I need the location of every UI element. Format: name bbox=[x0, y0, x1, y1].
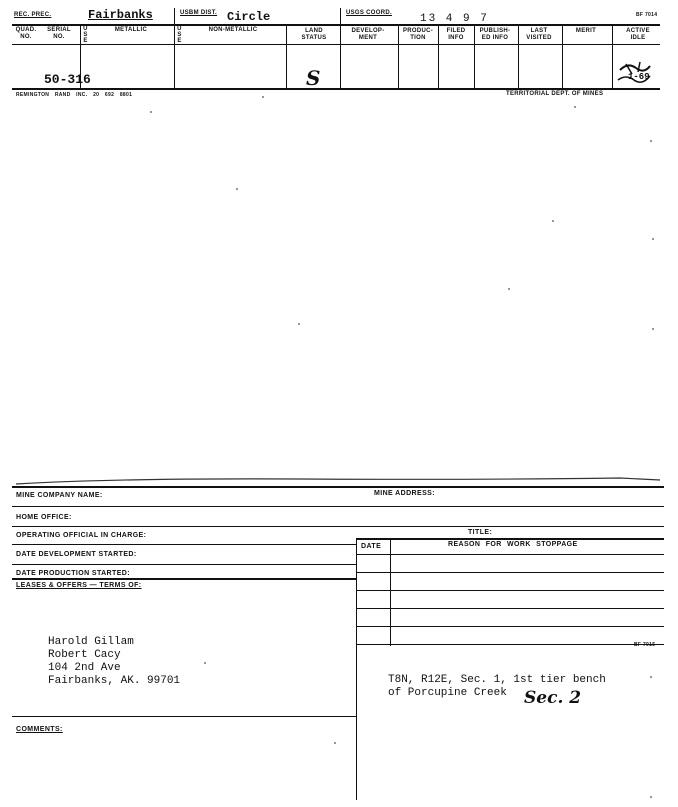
speck bbox=[650, 796, 652, 798]
location-line: T8N, R12E, Sec. 1, 1st tier bench bbox=[388, 674, 606, 686]
mine-address-label: MINE ADDRESS: bbox=[374, 490, 435, 497]
leases-label: LEASES & OFFERS — TERMS OF: bbox=[16, 582, 142, 589]
operating-official-label: OPERATING OFFICIAL IN CHARGE: bbox=[16, 532, 147, 539]
speck bbox=[262, 96, 264, 98]
rec-prec-label: REC. PREC. bbox=[14, 12, 52, 18]
dev-started-label: DATE DEVELOPMENT STARTED: bbox=[16, 551, 137, 558]
owner-line: 104 2nd Ave bbox=[48, 662, 121, 674]
speck bbox=[508, 288, 510, 290]
usgs-coord-label: USGS COORD. bbox=[346, 10, 392, 16]
owner-line: Harold Gillam bbox=[48, 636, 134, 648]
owner-line: Robert Cacy bbox=[48, 649, 121, 661]
reason-col-label: REASON FOR WORK STOPPAGE bbox=[448, 541, 578, 548]
handwritten-section: Sec. 2 bbox=[524, 688, 582, 708]
usbm-dist-label: USBM DIST. bbox=[180, 10, 218, 16]
printer-line: REMINGTON RAND INC. 20 692 8801 bbox=[16, 92, 133, 98]
active-stamp-value: 1-69 bbox=[628, 72, 650, 82]
owner-line: Fairbanks, AK. 99701 bbox=[48, 675, 181, 687]
speck bbox=[552, 220, 554, 222]
speck bbox=[652, 238, 654, 240]
usbm-dist-value: Circle bbox=[227, 10, 271, 24]
top-card bbox=[0, 0, 678, 100]
active-stamp bbox=[614, 60, 654, 86]
title-label: TITLE: bbox=[468, 529, 493, 536]
speck bbox=[650, 676, 652, 678]
serial-no-label: SERIAL NO. bbox=[47, 27, 71, 40]
quad-no-label: QUAD. NO. bbox=[15, 27, 37, 40]
merit-label: MERIT bbox=[575, 28, 597, 34]
production-label: PRODUC- TION bbox=[402, 28, 434, 41]
home-office-label: HOME OFFICE: bbox=[16, 514, 72, 521]
published-info-label: PUBLISH- ED INFO bbox=[479, 28, 511, 41]
filed-info-label: FILED INFO bbox=[446, 28, 466, 41]
speck bbox=[204, 662, 206, 664]
owner-block bbox=[48, 636, 180, 688]
rec-prec-value: Fairbanks bbox=[88, 8, 153, 22]
speck bbox=[652, 328, 654, 330]
land-status-label: LAND STATUS bbox=[301, 28, 327, 41]
use-label-nonmetallic: U S E bbox=[177, 26, 182, 44]
date-col-label: DATE bbox=[361, 543, 382, 550]
form-code-top: BF 7014 bbox=[636, 12, 658, 18]
active-idle-label: ACTIVE IDLE bbox=[626, 28, 650, 41]
speck bbox=[334, 742, 336, 744]
serial-value: 50-316 bbox=[44, 72, 91, 87]
territorial-line: TERRITORIAL DEPT. OF MINES bbox=[506, 91, 604, 97]
speck bbox=[236, 188, 238, 190]
last-visited-label: LAST VISITED bbox=[526, 28, 552, 41]
speck bbox=[650, 140, 652, 142]
usgs-coord-value: 13 4 9 7 bbox=[420, 13, 489, 25]
speck bbox=[298, 323, 300, 325]
non-metallic-label: NON-METALLIC bbox=[208, 27, 258, 33]
location-line: of Porcupine Creek bbox=[388, 687, 507, 699]
prod-started-label: DATE PRODUCTION STARTED: bbox=[16, 570, 130, 577]
use-label-metallic: U S E bbox=[83, 26, 88, 44]
mine-company-label: MINE COMPANY NAME: bbox=[16, 492, 103, 499]
speck bbox=[150, 111, 152, 113]
development-label: DEVELOP- MENT bbox=[351, 28, 385, 41]
metallic-label: METALLIC bbox=[114, 27, 148, 33]
comments-label: COMMENTS: bbox=[16, 726, 63, 733]
land-status-value: S bbox=[306, 66, 321, 90]
bottom-card bbox=[0, 470, 678, 807]
speck bbox=[574, 106, 576, 108]
form-code-bottom: BF 7015 bbox=[634, 642, 656, 648]
